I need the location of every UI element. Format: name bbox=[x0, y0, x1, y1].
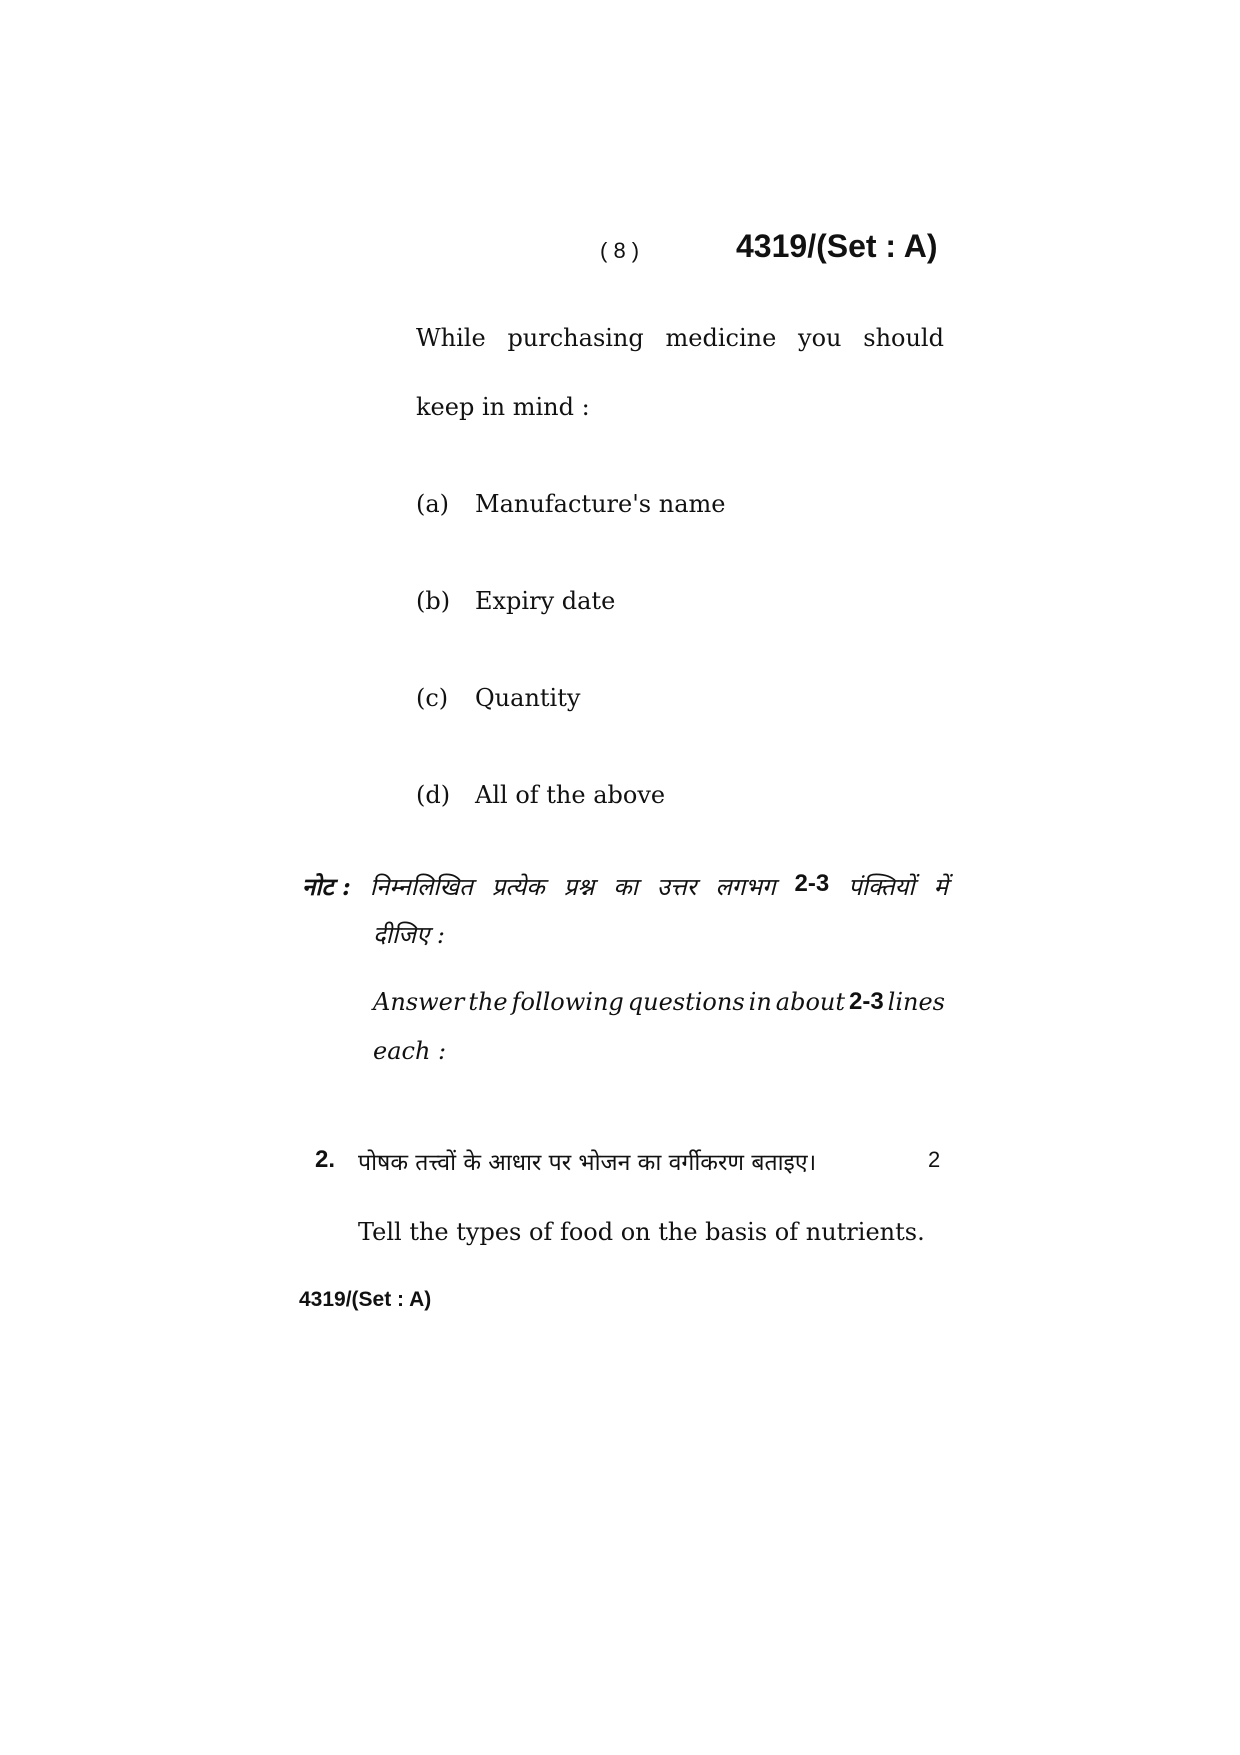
stem-word: purchasing bbox=[507, 324, 644, 352]
option-d-label: (d) bbox=[416, 781, 451, 809]
question-2-number: 2. bbox=[315, 1146, 336, 1173]
note-word: प्रत्येक bbox=[491, 873, 545, 901]
paper-code-footer: 4319/(Set : A) bbox=[299, 1288, 432, 1311]
question-stem-line1 bbox=[416, 324, 944, 352]
stem-word: While bbox=[416, 324, 486, 352]
option-d-text: All of the above bbox=[475, 781, 666, 809]
note-word: about bbox=[775, 988, 845, 1016]
page-number: ( 8 ) bbox=[600, 238, 640, 263]
paper-code-header: 4319/(Set : A) bbox=[736, 228, 938, 264]
stem-word: medicine bbox=[665, 324, 777, 352]
question-2-hindi: पोषक तत्त्वों के आधार पर भोजन का वर्गीकरण बताइए। bbox=[358, 1150, 817, 1176]
option-a-text: Manufacture's name bbox=[475, 490, 726, 518]
option-c-text: Quantity bbox=[475, 684, 581, 712]
question-stem-line2: keep in mind : bbox=[416, 393, 590, 421]
note-word: the bbox=[468, 988, 508, 1016]
note-word: in bbox=[748, 988, 772, 1016]
note-word: का bbox=[613, 873, 638, 901]
note-word: पंक्तियों bbox=[848, 873, 915, 901]
note-word: उत्तर bbox=[656, 873, 697, 901]
note-line-count: 2-3 bbox=[848, 988, 884, 1015]
question-2-marks: 2 bbox=[928, 1147, 941, 1172]
note-english-line1 bbox=[373, 988, 945, 1016]
note-prefix: नोट : bbox=[302, 872, 351, 901]
stem-word: you bbox=[798, 324, 842, 352]
note-word: lines bbox=[887, 988, 945, 1016]
note-word: निम्नलिखित bbox=[369, 873, 473, 901]
note-word: Answer bbox=[373, 988, 465, 1016]
note-word: लगभग bbox=[715, 873, 776, 901]
note-hindi-line2: दीजिए : bbox=[373, 921, 445, 949]
option-b-text: Expiry date bbox=[475, 587, 616, 615]
note-english-line2: each : bbox=[373, 1037, 447, 1065]
option-b-label: (b) bbox=[416, 587, 451, 615]
note-word: following bbox=[511, 988, 624, 1016]
stem-word: should bbox=[863, 324, 944, 352]
note-word: में bbox=[933, 873, 948, 901]
option-c-label: (c) bbox=[416, 684, 449, 712]
question-2-english: Tell the types of food on the basis of nutrients. bbox=[358, 1218, 925, 1246]
note-line-count: 2-3 bbox=[794, 870, 830, 897]
option-a-label: (a) bbox=[416, 490, 450, 518]
note-hindi-line1 bbox=[302, 870, 948, 903]
note-word: questions bbox=[627, 988, 745, 1016]
note-word: प्रश्न bbox=[563, 873, 595, 901]
